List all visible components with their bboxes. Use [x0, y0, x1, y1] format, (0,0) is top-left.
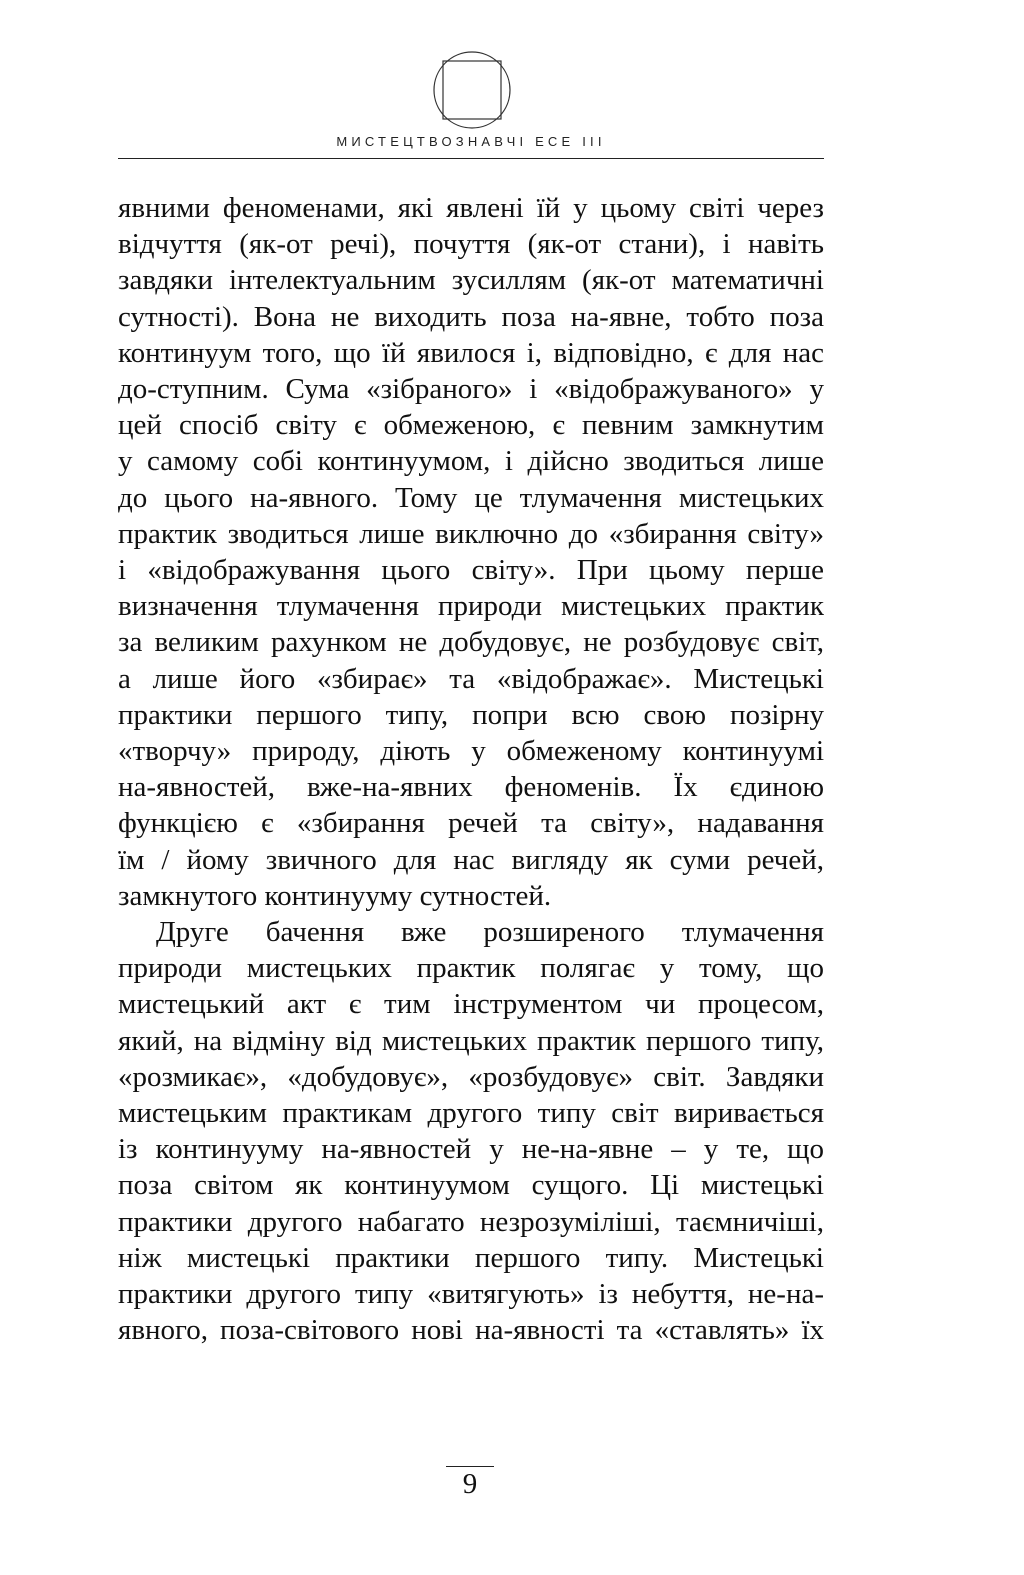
- text-line: цей спосіб світу є обмеженою, є певним замкнутим: [118, 409, 824, 442]
- text-line: який, на відміну від мистецьких практик першого типу,: [118, 1024, 824, 1057]
- running-head: МИСТЕЦТВОЗНАВЧІ ЕСЕ ІІІ: [336, 134, 606, 149]
- text-line: їм / йому звичного для нас вигляду як суми речей,: [118, 843, 824, 876]
- body-text: [118, 190, 824, 1349]
- text-line: природи мистецьких практик полягає у тому, що: [118, 952, 824, 985]
- text-line: практики першого типу, попри всю свою позірну: [118, 698, 824, 731]
- text-line: до-ступним. Сума «зібраного» і «відображуваного» у: [118, 373, 824, 406]
- text-line: мистецьким практикам другого типу світ виривається: [118, 1097, 824, 1130]
- text-line: за великим рахунком не добудовує, не розбудовує світ,: [118, 626, 824, 659]
- text-line: до цього на-явного. Тому це тлумачення мистецьких: [118, 481, 824, 514]
- text-line: мистецький акт є тим інструментом чи процесом,: [118, 988, 824, 1021]
- text-line: явного, поза-світового нові на-явності та «ставлять» їх: [118, 1314, 824, 1347]
- text-line: на-явностей, вже-на-явних феноменів. Їх єдиною: [118, 771, 824, 804]
- text-line: ніж мистецькі практики першого типу. Мистецькі: [118, 1241, 824, 1274]
- text-line: Друге бачення вже розширеного тлумачення: [156, 916, 824, 949]
- text-line: відчуття (як-от речі), почуття (як-от стани), і навіть: [118, 228, 824, 261]
- text-line: «розмикає», «добудовує», «розбудовує» світ. Завдяки: [118, 1060, 824, 1093]
- text-line: функцією є «збирання речей та світу», надавання: [118, 807, 824, 840]
- text-line: сутності). Вона не виходить поза на-явне, тобто поза: [118, 300, 824, 333]
- text-line: визначення тлумачення природи мистецьких практик: [118, 590, 824, 623]
- page-number: 9: [462, 1468, 478, 1500]
- text-line: практик зводиться лише виключно до «збирання світу»: [118, 517, 824, 550]
- header-divider: [118, 158, 824, 159]
- text-line: замкнутого континууму сутностей.: [118, 879, 552, 912]
- text-line: завдяки інтелектуальним зусиллям (як-от математичні: [118, 264, 824, 297]
- text-line: практики другого типу «витягують» із небуття, не-на-: [118, 1278, 824, 1311]
- text-line: а лише його «збирає» та «відображає». Мистецькі: [118, 662, 824, 695]
- text-line: у самому собі континуумом, і дійсно зводиться лише: [118, 445, 824, 478]
- circle-square-emblem-icon: [432, 50, 512, 130]
- text-line: явними феноменами, які явлені їй у цьому світі через: [118, 192, 824, 224]
- paragraph-2: [118, 914, 824, 1348]
- text-line: континуум того, що їй явилося і, відповідно, є для нас: [118, 336, 824, 369]
- text-line: із континууму на-явностей у не-на-явне – у те, що: [118, 1133, 824, 1166]
- text-line: поза світом як континуумом сущого. Ці мистецькі: [118, 1169, 824, 1202]
- text-line: і «відображування цього світу». При цьому перше: [118, 554, 824, 587]
- text-line: практики другого набагато незрозуміліші, таємничіші,: [118, 1205, 824, 1238]
- paragraph-1: [118, 190, 824, 914]
- text-line: «творчу» природу, діють у обмеженому континуумі: [118, 735, 824, 768]
